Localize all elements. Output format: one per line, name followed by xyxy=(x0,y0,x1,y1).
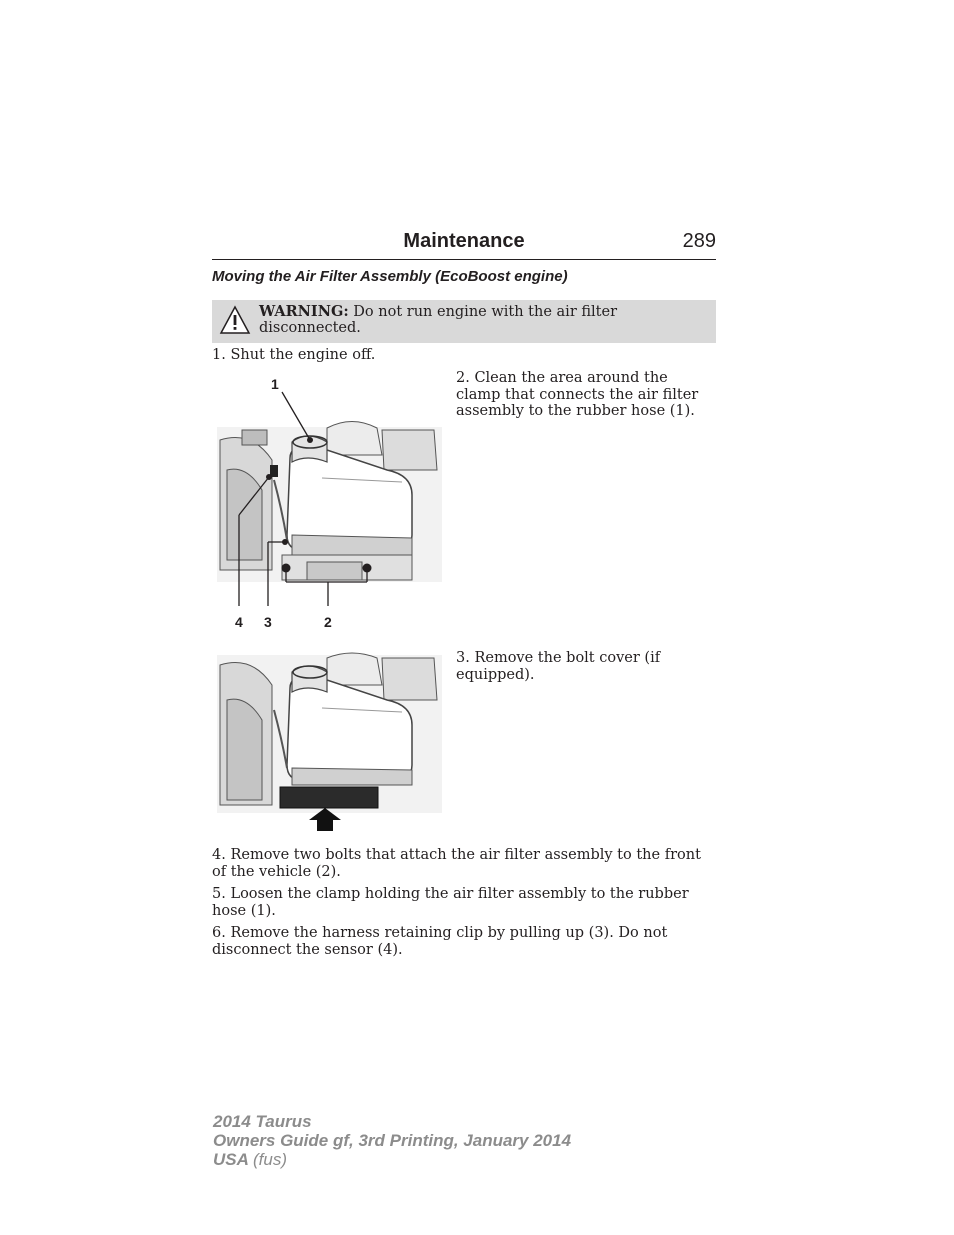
bolt-cover xyxy=(280,787,378,808)
chapter-title: Maintenance xyxy=(403,230,525,252)
warning-box xyxy=(212,300,716,343)
warning-label: WARNING: xyxy=(259,303,349,320)
footer-model: 2014 Taurus xyxy=(213,1112,312,1131)
section-title: Moving the Air Filter Assembly (EcoBoost engine) xyxy=(212,268,568,285)
callout-3: 3 xyxy=(264,614,272,630)
figure-air-filter-callouts xyxy=(212,370,446,635)
step-5: 5. Loosen the clamp holding the air filter assembly to the rubber hose (1). xyxy=(212,886,689,919)
page-number: 289 xyxy=(682,230,716,252)
step-2: 2. Clean the area around the clamp that connects the air filter assembly to the rubber hose (1). xyxy=(456,370,699,419)
footer-market-main: USA xyxy=(213,1150,249,1169)
page-header xyxy=(212,229,716,260)
footer-market-code: (fus) xyxy=(253,1150,287,1169)
figure-bolt-cover xyxy=(212,650,446,835)
callout-2: 2 xyxy=(324,614,332,630)
footer-market xyxy=(213,1150,571,1169)
callout-1: 1 xyxy=(271,376,279,392)
step-6: 6. Remove the harness retaining clip by pulling up (3). Do not disconnect the sensor (4). xyxy=(212,925,668,958)
engine-illustration xyxy=(217,422,442,583)
warning-text xyxy=(259,303,716,336)
warning-triangle-icon xyxy=(219,305,251,335)
step-3: 3. Remove the bolt cover (if equipped). xyxy=(456,650,661,683)
warning-message: Do not run engine with the air filter disconnected. xyxy=(259,304,618,336)
step-1: 1. Shut the engine off. xyxy=(212,347,376,363)
page-footer xyxy=(213,1112,571,1169)
step-4: 4. Remove two bolts that attach the air filter assembly to the front of the vehicle (2). xyxy=(212,847,701,880)
footer-edition: Owners Guide gf, 3rd Printing, January 2014 xyxy=(213,1131,572,1150)
callout-4: 4 xyxy=(235,614,243,630)
